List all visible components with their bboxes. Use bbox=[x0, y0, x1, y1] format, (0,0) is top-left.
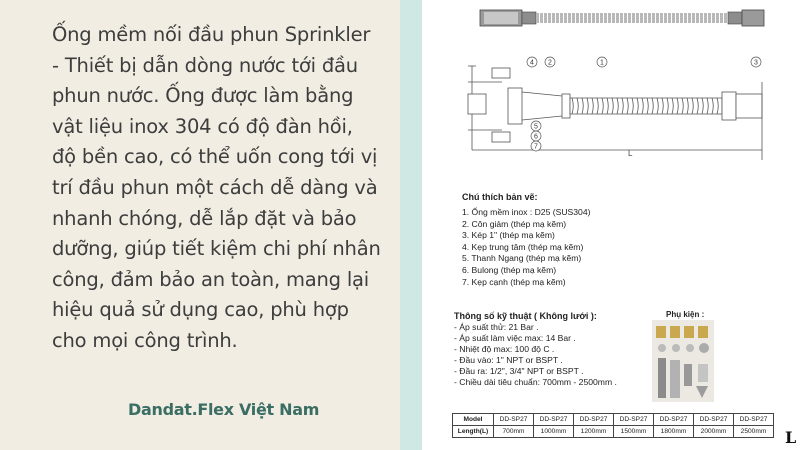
model-cell: DD-SP27 bbox=[534, 414, 574, 426]
description-line: trí đầu phun một cách dễ dàng và bbox=[52, 175, 378, 199]
model-cell: DD-SP27 bbox=[494, 414, 534, 426]
accessories-photo bbox=[652, 320, 714, 402]
specs-title: Thông số kỹ thuật ( Không lưới ): bbox=[454, 311, 597, 321]
spec-item: - Chiều dài tiêu chuẩn: 700mm - 2500mm . bbox=[454, 376, 617, 387]
svg-text:4: 4 bbox=[530, 59, 534, 67]
spec-item: - Áp suất làm việc max: 14 Bar . bbox=[454, 332, 576, 343]
brand-name: Dandat.Flex Việt Nam bbox=[128, 400, 320, 419]
description-line: vật liệu inox 304 có độ đàn hồi, bbox=[52, 114, 353, 138]
description-line: công, đảm bảo an toàn, mang lại bbox=[52, 267, 370, 291]
hose-photo bbox=[480, 10, 764, 26]
svg-text:2: 2 bbox=[548, 59, 552, 67]
length-cell: 1800mm bbox=[654, 426, 694, 438]
spec-item: - Đầu ra: 1/2", 3/4" NPT or BSPT . bbox=[454, 365, 584, 376]
length-cell: 1000mm bbox=[534, 426, 574, 438]
length-cell: 700mm bbox=[494, 426, 534, 438]
svg-text:6: 6 bbox=[534, 133, 538, 141]
corner-letter: L bbox=[785, 428, 797, 447]
model-cell: DD-SP27 bbox=[734, 414, 774, 426]
svg-text:3: 3 bbox=[754, 59, 758, 67]
notes-list bbox=[462, 207, 590, 288]
description-line: cho mọi công trình. bbox=[52, 328, 238, 352]
spec-item: - Nhiệt độ max: 100 độ C . bbox=[454, 343, 555, 354]
description-line: độ bền cao, có thể uốn cong tới vị bbox=[52, 145, 378, 169]
svg-text:1: 1 bbox=[600, 59, 604, 67]
length-cell: 2500mm bbox=[734, 426, 774, 438]
spec-item: - Đầu vào: 1" NPT or BSPT . bbox=[454, 354, 563, 365]
callout bbox=[751, 57, 761, 67]
description-line: hiệu quả sử dụng cao, phù hợp bbox=[52, 298, 349, 322]
model-length-table bbox=[452, 413, 774, 438]
specs-list bbox=[454, 322, 617, 387]
model-cell: DD-SP27 bbox=[694, 414, 734, 426]
assembly-drawing bbox=[468, 66, 762, 160]
table-row-model bbox=[453, 414, 774, 426]
table-row-length bbox=[453, 426, 774, 438]
note-item: 7. Kẹp cạnh (thép mạ kẽm) bbox=[462, 276, 566, 287]
length-cell: 2000mm bbox=[694, 426, 734, 438]
callout bbox=[531, 141, 541, 151]
note-item: 4. Kẹp trung tâm (thép mạ kẽm) bbox=[462, 241, 584, 252]
accessories-title: Phụ kiện : bbox=[666, 310, 705, 319]
note-item: 3. Kép 1" (thép mạ kẽm) bbox=[462, 230, 555, 241]
notes-title: Chú thích bản vẽ: bbox=[462, 192, 538, 202]
description-line: - Thiết bị dẫn dòng nước tới đầu bbox=[52, 53, 358, 77]
accent-strip bbox=[400, 0, 422, 450]
svg-text:7: 7 bbox=[534, 143, 538, 151]
length-label: L bbox=[628, 149, 633, 158]
spec-sheet bbox=[422, 0, 784, 450]
model-header: Model bbox=[453, 414, 494, 426]
length-cell: 1200mm bbox=[574, 426, 614, 438]
length-header: Length(L) bbox=[453, 426, 494, 438]
model-cell: DD-SP27 bbox=[654, 414, 694, 426]
note-item: 5. Thanh Ngang (thép mạ kẽm) bbox=[462, 253, 582, 264]
description-line: phun nước. Ống được làm bằng bbox=[52, 84, 354, 108]
right-margin bbox=[784, 0, 800, 450]
callout bbox=[531, 131, 541, 141]
description-line: nhanh chóng, dễ lắp đặt và bảo bbox=[52, 206, 357, 230]
callout bbox=[531, 121, 541, 131]
length-cell: 1500mm bbox=[614, 426, 654, 438]
note-item: 6. Bulong (thép mạ kẽm) bbox=[462, 264, 557, 275]
note-item: 2. Côn giảm (thép mạ kẽm) bbox=[462, 218, 567, 229]
description-line: Ống mềm nối đầu phun Sprinkler bbox=[52, 23, 371, 46]
svg-text:5: 5 bbox=[534, 123, 538, 131]
model-cell: DD-SP27 bbox=[614, 414, 654, 426]
callout bbox=[545, 57, 555, 67]
callout bbox=[527, 57, 537, 67]
model-cell: DD-SP27 bbox=[574, 414, 614, 426]
spec-item: - Áp suất thử: 21 Bar . bbox=[454, 322, 539, 332]
product-description bbox=[52, 20, 382, 357]
technical-drawing bbox=[422, 0, 784, 190]
note-item: 1. Ống mềm inox : D25 (SUS304) bbox=[462, 207, 591, 217]
description-line: dưỡng, giúp tiết kiệm chi phí nhân bbox=[52, 237, 381, 261]
callout bbox=[597, 57, 607, 67]
